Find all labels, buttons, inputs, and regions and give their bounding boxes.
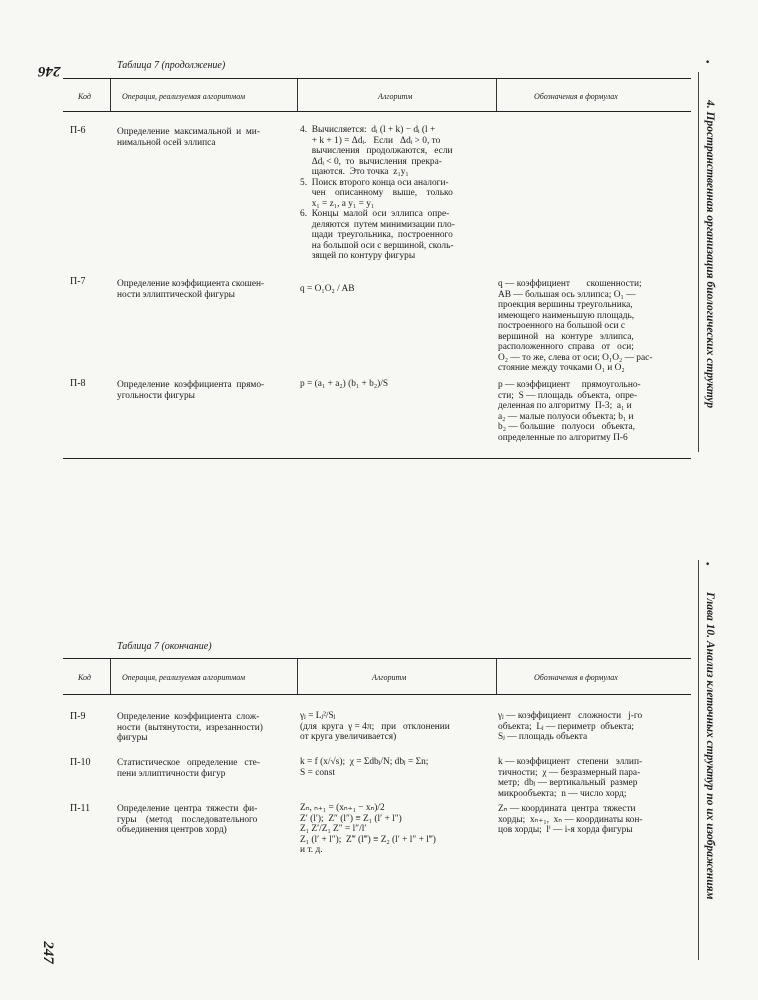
row-algorithm: 4. Вычисляется: dᵢ (l + k) − dᵢ (l + + k + 1) = Δdᵢ. Если Δdᵢ > 0, то вычисления продолжаются, если Δdᵢ < 0, то вычисления прекра- щаются. Это точка z₁y₁ 5. Поиск второго конца оси аналоги- чен описанному выше, только x₁ = z₁, а y₁ = y₁ 6. Концы малой оси эллипса опре- деляются путем минимизации пло- щади треугольника, построенного на большой оси с вершиной, сколь- зящей по контуру фигуры bbox=[300, 125, 455, 261]
row-operation: Определение центра тяжести фи- гуры (метод последовательного объединения центров хорд) bbox=[117, 804, 258, 835]
header-divider bbox=[297, 659, 298, 694]
page-number-bottom: 247 bbox=[39, 941, 56, 964]
row-notation: k — коэффициент степени эллип- тичности; χ — безразмерный пара- метр; dbⱼ — вертикальный размер микрообъекта; n — число хорд; bbox=[498, 757, 643, 799]
header-divider bbox=[496, 659, 497, 694]
header-divider bbox=[496, 79, 497, 111]
row-algorithm: p = (a₁ + a₂) (b₁ + b₂)/S bbox=[300, 379, 389, 389]
header-divider bbox=[110, 79, 111, 111]
table-caption-top: Таблица 7 (продолжение) bbox=[117, 60, 226, 71]
row-algorithm: Zₙ, ₙ₊₁ = (xₙ₊₁ − xₙ)/2 Z′ (l′); Z″ (l″) ≡ Z₁ (l′ + l″) Z₁ Z′/Z₁ Z″ = l″/l′ Z₁ (l′ + l″); Z‴ (l‴) ≡ Z₂ (l′ + l″ + l‴) и т. д. bbox=[300, 803, 436, 855]
row-code: П-6 bbox=[70, 125, 86, 136]
row-algorithm: k = f (x/√s); χ = Σdbⱼ/N; dbⱼ = Σn; S = const bbox=[300, 757, 429, 778]
header-algorithm-top: Алгоритм bbox=[378, 92, 413, 101]
margin-dot: • bbox=[705, 58, 711, 68]
header-divider bbox=[297, 79, 298, 111]
margin-rule-bottom bbox=[698, 560, 699, 960]
table-header-rule-bottom bbox=[63, 694, 691, 695]
row-algorithm: γⱼ = Lⱼ²/Sⱼ (для круга γ = 4π; при отклонении от круга увеличивается) bbox=[300, 711, 450, 742]
margin-dot: • bbox=[705, 560, 711, 570]
header-code-bottom: Код bbox=[78, 673, 91, 682]
row-operation: Определение коэффициента скошен- ности эллиптической фигуры bbox=[117, 279, 265, 300]
running-head-bottom: Глава 10. Анализ клеточных структур по их изображениям bbox=[704, 592, 716, 900]
header-notation-bottom: Обозначения в формулах bbox=[534, 673, 618, 682]
table-bottom-rule-top bbox=[63, 458, 691, 459]
row-notation: Zₙ — координата центра тяжести хорды; xₙ₊₁, xₙ — координаты кон- цов хорды; lⁱ — i-я хорда фигуры bbox=[498, 804, 643, 835]
header-notation-top: Обозначения в формулах bbox=[534, 92, 618, 101]
row-operation: Определение максимальной и ми- нимальной осей эллипса bbox=[117, 127, 260, 148]
table-caption-bottom: Таблица 7 (окончание) bbox=[117, 641, 212, 652]
row-notation: p — коэффициент прямоугольно- сти; S — площадь объекта, опре- деленная по алгоритму П-3; a₁ и a₂ — малые полуоси объекта; b₁ и b₂ — большие полуоси объекта, определенные по алгоритму П-6 bbox=[498, 380, 641, 443]
row-operation: Определение коэффициента слож- ности (вытянутости, изрезанности) фигуры bbox=[117, 712, 263, 743]
row-operation: Определение коэффициента прямо- угольности фигуры bbox=[117, 380, 265, 401]
row-notation: q — коэффициент скошенности; AB — большая ось эллипса; O₁ — проекция вершины треугольника, имеющего наименьшую площадь, построенного на большой оси с вершиной на контуре эллипса, расположенного справа от оси; O₂ — то же, слева от оси; O₁O₂ — рас- стояние между точками O₁ и O₂ bbox=[498, 279, 653, 373]
header-divider bbox=[110, 659, 111, 694]
table-top-rule-bottom bbox=[63, 658, 691, 659]
header-operation-top: Операция, реализуемая алгоритмом bbox=[122, 92, 246, 101]
row-code: П-10 bbox=[70, 757, 91, 768]
row-code: П-11 bbox=[70, 803, 91, 814]
row-operation: Статистическое определение сте- пени эллиптичности фигур bbox=[117, 758, 260, 779]
row-code: П-8 bbox=[70, 378, 86, 389]
header-algorithm-bottom: Алгоритм bbox=[372, 673, 407, 682]
header-code-top: Код bbox=[78, 92, 91, 101]
header-operation-bottom: Операция, реализуемая алгоритмом bbox=[122, 673, 246, 682]
table-header-rule-top bbox=[63, 111, 691, 112]
row-code: П-9 bbox=[70, 711, 86, 722]
table-top-rule-top bbox=[63, 78, 691, 79]
margin-rule-top bbox=[698, 72, 699, 452]
row-algorithm: q = O₁O₂ / AB bbox=[300, 284, 355, 294]
page-number-top: 246 bbox=[38, 63, 61, 79]
row-code: П-7 bbox=[70, 276, 86, 287]
row-notation: γⱼ — коэффициент сложности j-го объекта; Lⱼ — периметр объекта; Sⱼ — площадь объекта bbox=[498, 711, 643, 742]
running-head-top: 4. Пространственная организация биологических структур bbox=[704, 100, 716, 409]
